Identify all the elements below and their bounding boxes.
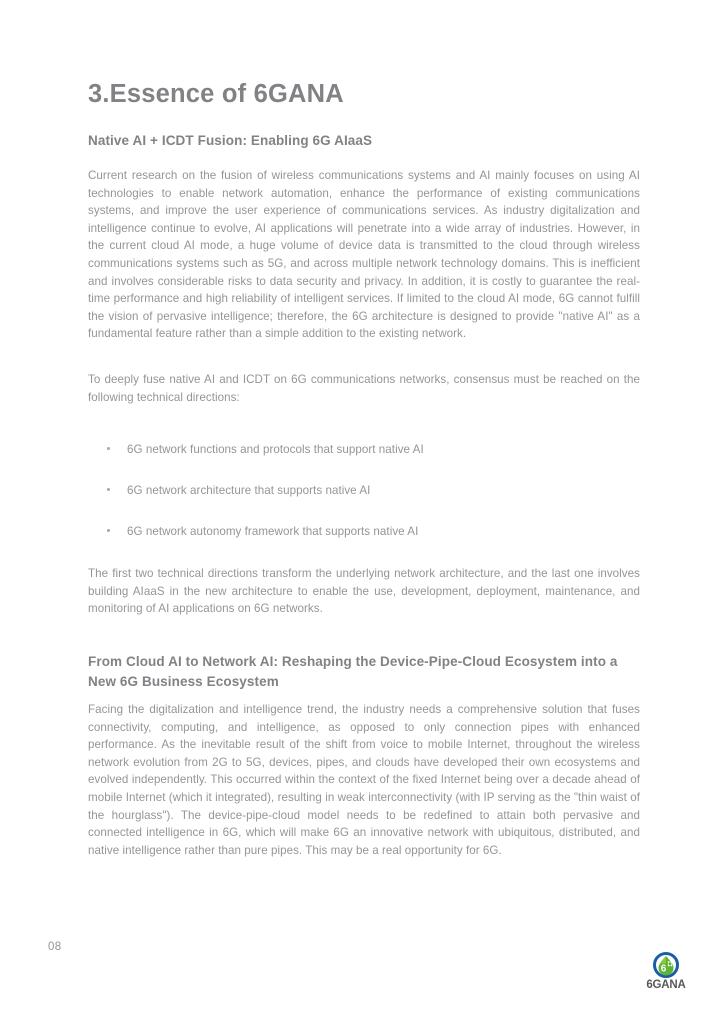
list-item (88, 482, 640, 523)
paragraph-current-research: Current research on the fusion of wireless communications systems and AI mainly focuses on using AI technologies to enable network automation, enhance the performance of existing communications systems, and improve the user experience of communications services. As industry digitalization and intelligence continue to evolve, AI applications will penetrate into a wide array of industries. However, in the current cloud AI mode, a huge volume of device data is transmitted to the cloud through wireless communications systems such as 5G, and across multiple network technology domains. This is inefficient and involves considerable risks to data security and privacy. In addition, it is costly to guarantee the real-time performance and high reliability of intelligent services. If limited to the cloud AI mode, 6G cannot fulfill the vision of pervasive intelligence; therefore, the 6G architecture is designed to provide "native AI" as a fundamental feature rather than a simple addition to the existing network. (88, 169, 640, 341)
6gana-logo-icon (653, 952, 679, 978)
bullet-dot-icon (107, 447, 110, 450)
section-heading-cloud-ai-to-network-ai: From Cloud AI to Network AI: Reshaping the Device-Pipe-Cloud Ecosystem into a New 6G Business Ecosystem (88, 654, 618, 689)
paragraph-technical-directions-intro: To deeply fuse native AI and ICDT on 6G communications networks, consensus must be reached on the following technical directions: (88, 373, 640, 404)
paragraph-first-two-directions: The first two technical directions transform the underlying network architecture, and the last one involves building AIaaS in the new architecture to enable the use, development, deployment, maintenance, and monitoring of AI applications on 6G networks. (88, 567, 640, 616)
bullet-dot-icon (107, 488, 110, 491)
page-number: 08 (48, 941, 62, 953)
footer-logo (636, 952, 696, 998)
list-item-label: 6G network architecture that supports native AI (127, 484, 371, 497)
technical-directions-list (88, 441, 640, 564)
bullet-dot-icon (107, 529, 110, 532)
logo-wordmark: 6GANA (646, 979, 686, 991)
section-heading-native-ai: Native AI + ICDT Fusion: Enabling 6G AIaaS (88, 133, 373, 148)
list-item-label: 6G network autonomy framework that supports native AI (127, 525, 419, 538)
page-title: 3.Essence of 6GANA (88, 80, 344, 108)
svg-text:6: 6 (660, 963, 667, 975)
paragraph-facing-digitalization: Facing the digitalization and intelligence trend, the industry needs a comprehensive solution that fuses connectivity, computing, and intelligence, as opposed to only connection pipes with enhanced performance. As the inevitable result of the shift from voice to mobile Internet, throughout the wireless network evolution from 2G to 5G, devices, pipes, and clouds have developed their own ecosystems and evolved independently. This occurred within the context of the fixed Internet being over a decade ahead of mobile Internet (which it integrated), resulting in weak interconnectivity (with IP serving as the "thin waist of the hourglass"). The device-pipe-cloud model needs to be redefined to attain both pervasive and connected intelligence in 6G, which will make 6G an innovative network with ubiquitous, distributed, and native intelligence rather than pure pipes. This may be a real opportunity for 6G. (88, 703, 640, 857)
list-item (88, 441, 640, 482)
list-item-label: 6G network functions and protocols that support native AI (127, 443, 424, 456)
list-item (88, 523, 640, 564)
